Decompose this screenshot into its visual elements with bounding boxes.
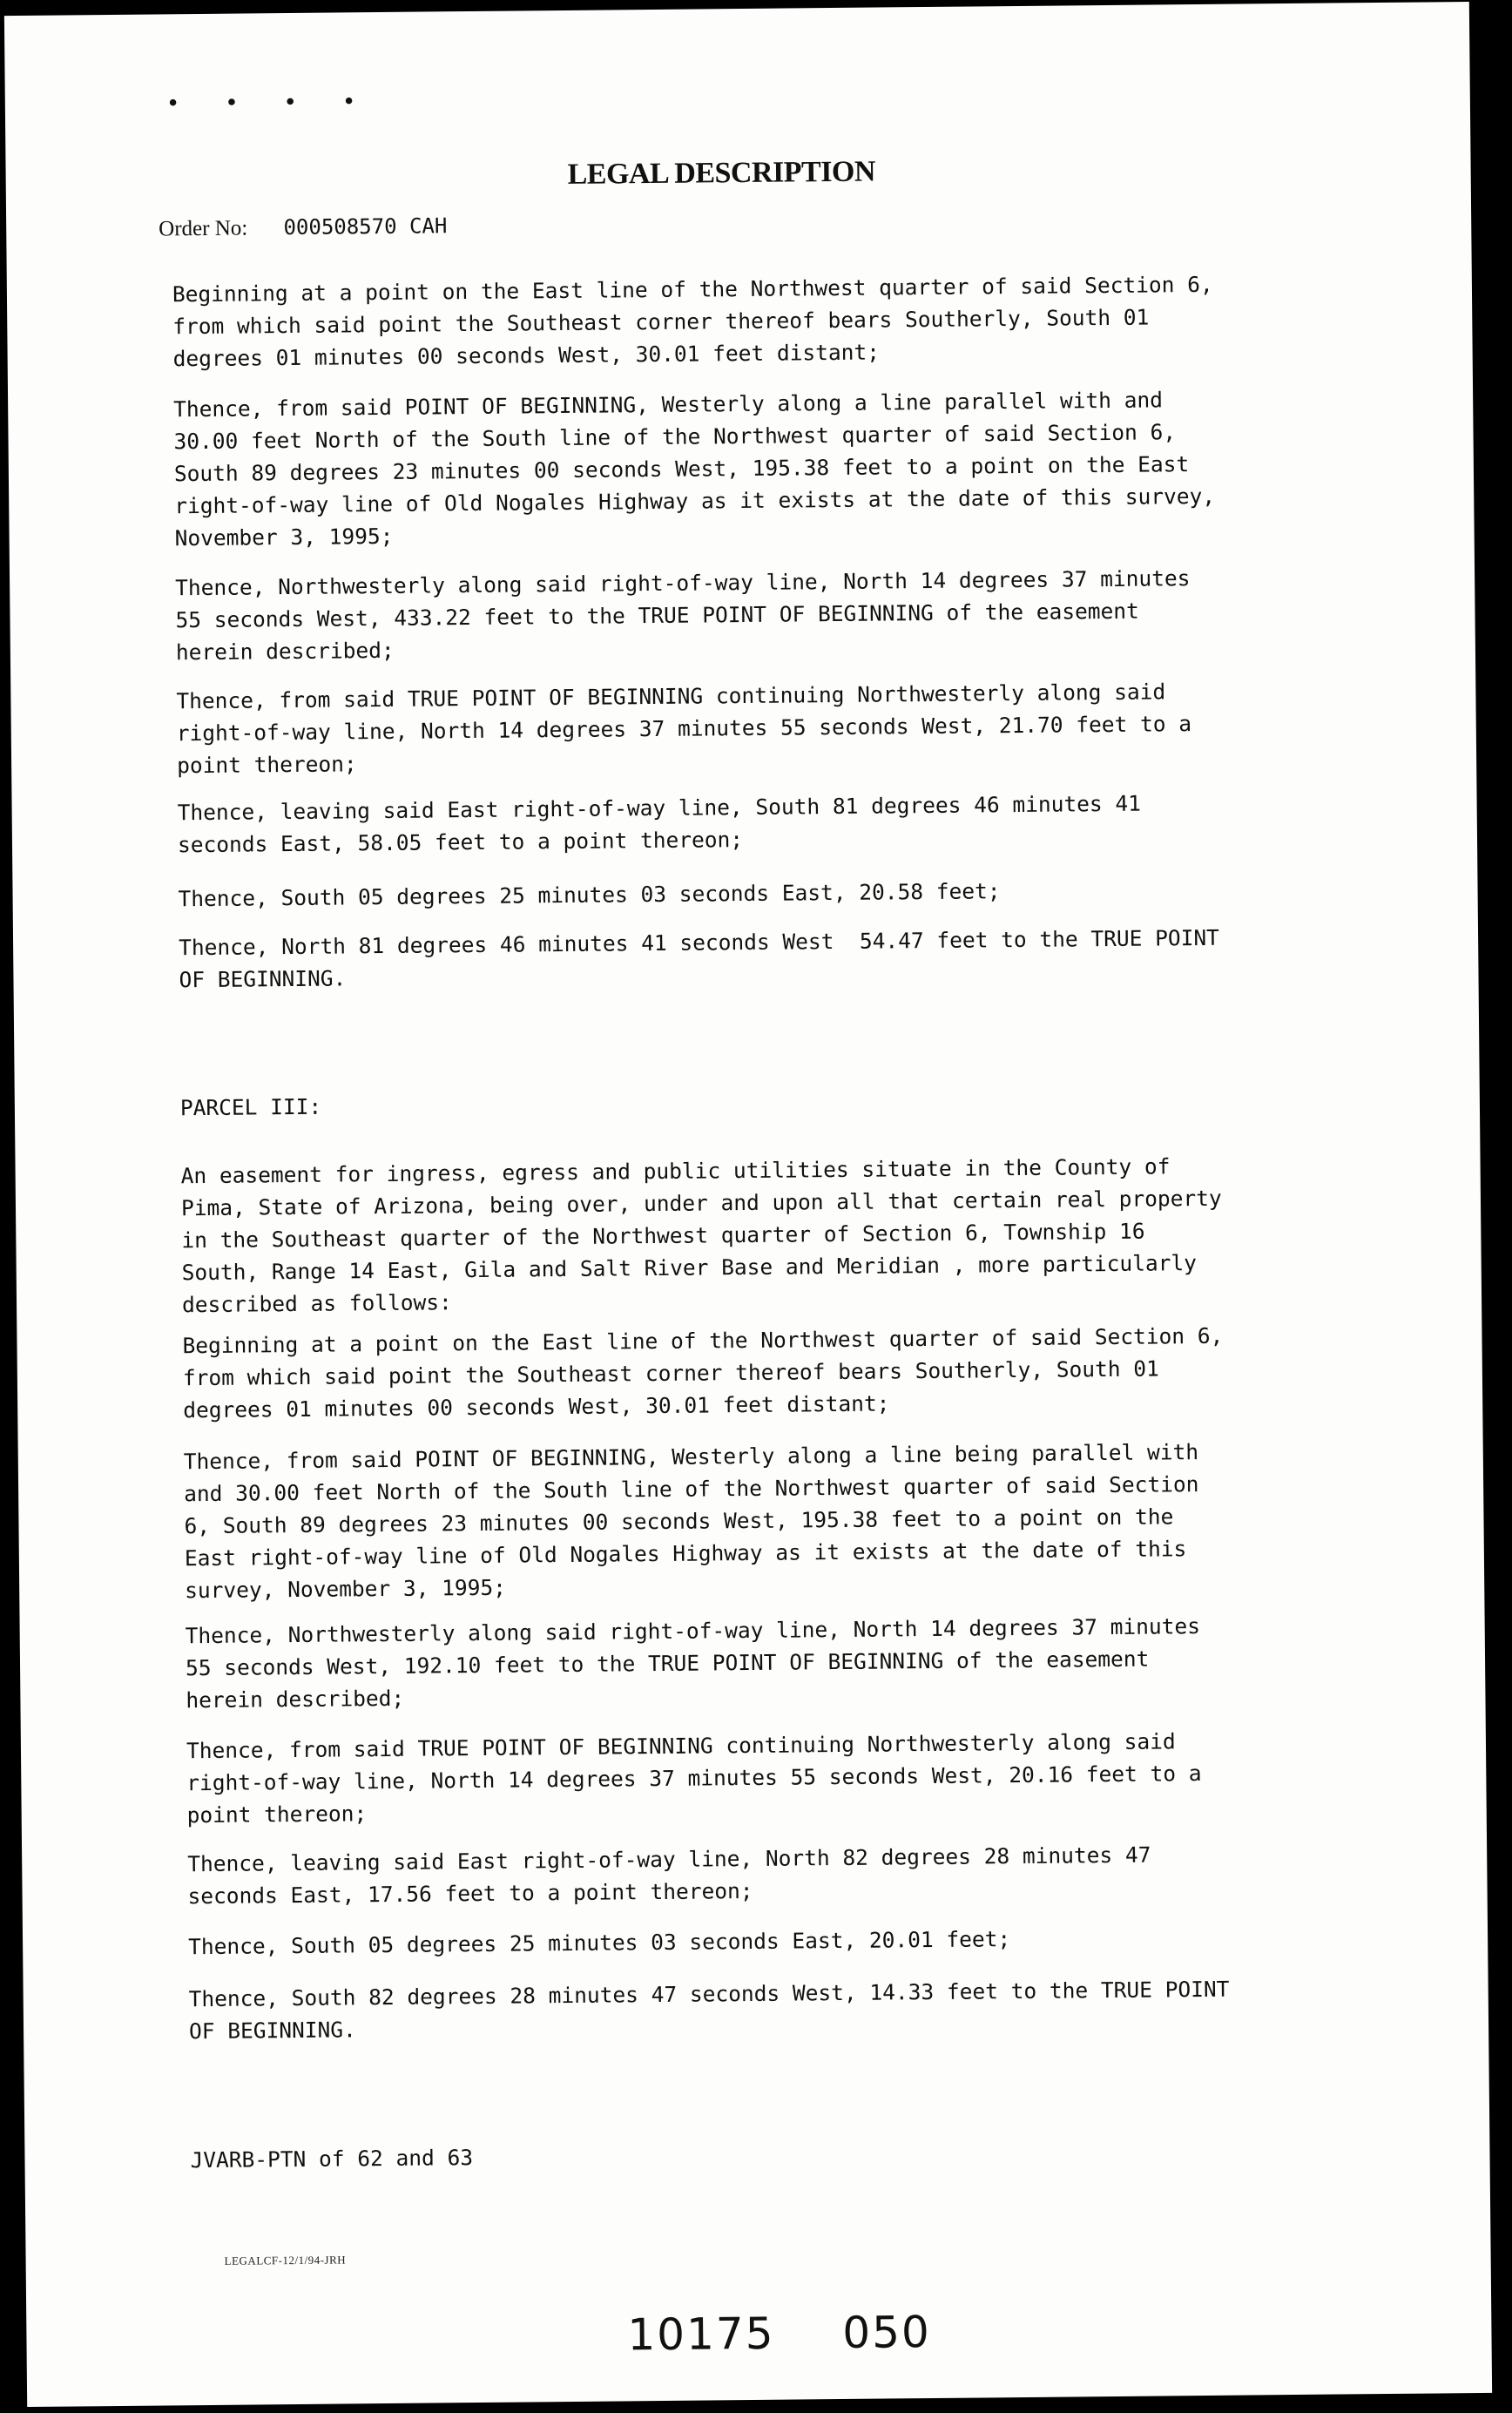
- parcel-paragraph-south-82: Thence, South 82 degrees 28 minutes 47 seconds West, 14.33 feet to the TRUE POINT OF BEGINNING.: [188, 1976, 1230, 2045]
- parcel-heading: PARCEL III:: [179, 1093, 322, 1121]
- paragraph-thence-northwesterly: Thence, Northwesterly along said right-of-way line, North 14 degrees 37 minutes 55 seconds West, 433.22 feet to the TRUE POINT OF BEGINNING of the easement herein described;: [175, 565, 1191, 666]
- document-stamp-number: 10175 050: [627, 2307, 932, 2361]
- parcel-paragraph-south-05: Thence, South 05 degrees 25 minutes 03 seconds East, 20.01 feet;: [188, 1926, 1011, 1960]
- reference-line: JVARB-PTN of 62 and 63: [190, 2145, 474, 2173]
- parcel-paragraph-leaving-right-of-way: Thence, leaving said East right-of-way line, North 82 degrees 28 minutes 47 seconds East, 17.56 feet to a point thereon;: [187, 1842, 1151, 1909]
- parcel-paragraph-true-point-continuing: Thence, from said TRUE POINT OF BEGINNING continuing Northwesterly along said right-of-way line, North 14 degrees 37 minutes 55 seconds West, 20.16 feet to a point thereon;: [186, 1728, 1202, 1828]
- order-number-label: Order No:: [159, 216, 248, 241]
- footer-form-code: LEGALCF-12/1/94-JRH: [224, 2253, 347, 2268]
- parcel-paragraph-easement: An easement for ingress, egress and public utilities situate in the County of Pima, State of Arizona, being over, under and upon all that certain real property in the Southeast quarter of the Northwest quarter of Section 6, Township 16 South, Range 14 East, Gila and Salt River Base and Meridian , more particularly described as follows:: [180, 1153, 1222, 1318]
- paragraph-true-point-continuing: Thence, from said TRUE POINT OF BEGINNING continuing Northwesterly along said right-of-way line, North 14 degrees 37 minutes 55 seconds West, 21.70 feet to a point thereon;: [176, 679, 1192, 779]
- parcel-paragraph-thence-westerly: Thence, from said POINT OF BEGINNING, Westerly along a line being parallel with and 30.00 feet North of the South line of the Northwest quarter of said Section 6, South 89 degrees 23 minutes 00 seconds West, 195.38 feet to a point on the East right-of-way line of Old Nogales Highway as it exists at the date of this survey, November 3, 1995;: [183, 1439, 1199, 1604]
- order-number-value: 000508570 CAH: [283, 213, 448, 240]
- paragraph-north-81: Thence, North 81 degrees 46 minutes 41 seconds West 54.47 feet to the TRUE POINT OF BEGINNING.: [179, 924, 1220, 993]
- scan-specks: • • • •: [165, 89, 372, 118]
- document-title: LEGAL DESCRIPTION: [567, 155, 876, 191]
- order-number-line: [159, 213, 447, 241]
- document-page: [4, 2, 1492, 2407]
- paragraph-thence-westerly: Thence, from said POINT OF BEGINNING, Westerly along a line parallel with and 30.00 feet North of the South line of the Northwest quarter of said Section 6, South 89 degrees 23 minutes 00 seconds West, 195.38 feet to a point on the East right-of-way line of Old Nogales Highway as it exists at the date of this survey, November 3, 1995;: [173, 387, 1216, 551]
- parcel-paragraph-beginning-point: Beginning at a point on the East line of the Northwest quarter of said Section 6, from which said point the Southeast corner thereof bears Southerly, South 01 degrees 01 minutes 00 seconds West, 30.01 feet distant;: [182, 1322, 1224, 1423]
- paragraph-south-05: Thence, South 05 degrees 25 minutes 03 seconds East, 20.58 feet;: [178, 878, 1001, 912]
- paragraph-leaving-right-of-way: Thence, leaving said East right-of-way line, South 81 degrees 46 minutes 41 seconds East, 58.05 feet to a point thereon;: [177, 790, 1142, 858]
- paragraph-beginning-point: Beginning at a point on the East line of the Northwest quarter of said Section 6, from which said point the Southeast corner thereof bears Southerly, South 01 degrees 01 minutes 00 seconds West, 30.01 feet distant;: [172, 271, 1213, 372]
- parcel-paragraph-thence-northwesterly: Thence, Northwesterly along said right-of-way line, North 14 degrees 37 minutes 55 seconds West, 192.10 feet to the TRUE POINT OF BEGINNING of the easement herein described;: [185, 1613, 1201, 1713]
